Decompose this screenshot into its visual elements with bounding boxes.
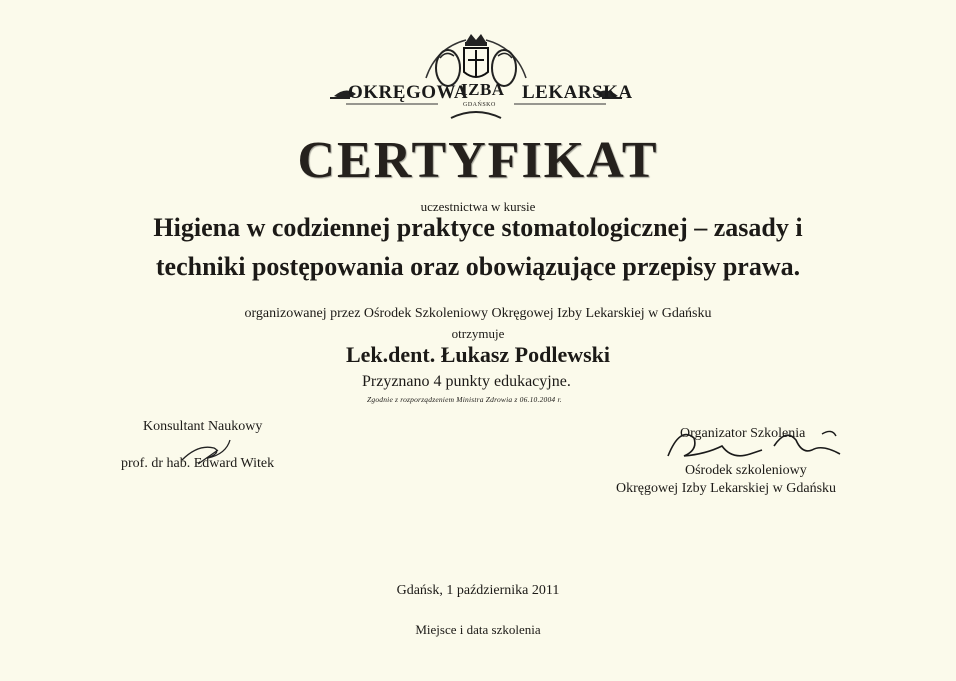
logo-text-right: LEKARSKA — [522, 82, 633, 103]
right-signatory-line-1: Ośrodek szkoleniowy — [685, 463, 807, 478]
certificate-title: CERTYFIKAT — [297, 132, 659, 189]
left-signatory-role: Konsultant Naukowy — [143, 419, 263, 434]
logo-text-middle-small: GDAŃSKO — [463, 102, 496, 108]
logo-text-middle: IZBA — [461, 80, 505, 99]
points-number: 4 — [433, 373, 442, 390]
logo-text-left: OKRĘGOWA — [348, 82, 469, 103]
receives-label: otrzymuje — [451, 326, 505, 341]
place-and-date-label: Miejsce i data szkolenia — [415, 622, 541, 637]
right-signatory-line-2: Okręgowej Izby Lekarskiej w Gdańsku — [616, 481, 837, 496]
points-prefix: Przyznano — [362, 373, 434, 390]
course-title-line-2: techniki postępowania oraz obowiązujące przepisy prawa. — [155, 252, 801, 281]
certificate-subtitle: uczestnictwa w kursie — [420, 199, 536, 214]
left-signatory-name: prof. dr hab. Edward Witek — [121, 456, 275, 471]
right-signatory-role: Organizator Szkolenia — [680, 426, 806, 441]
chamber-emblem-icon — [326, 28, 626, 128]
regulation-note: Zgodnie z rozporządzeniem Ministra Zdrowia z 06.10.2004 r. — [367, 395, 562, 404]
points-suffix: punkty edukacyjne. — [441, 373, 571, 390]
course-title-line-1: Higiena w codziennej praktyce stomatologicznej – zasady i — [153, 213, 803, 242]
place-and-date: Gdańsk, 1 października 2011 — [396, 583, 560, 598]
education-points — [362, 373, 571, 391]
recipient-name: Lek.dent. Łukasz Podlewski — [345, 342, 611, 367]
organizer-line: organizowanej przez Ośrodek Szkoleniowy Okręgowej Izby Lekarskiej w Gdańsku — [244, 306, 712, 321]
chamber-logo — [326, 28, 633, 128]
